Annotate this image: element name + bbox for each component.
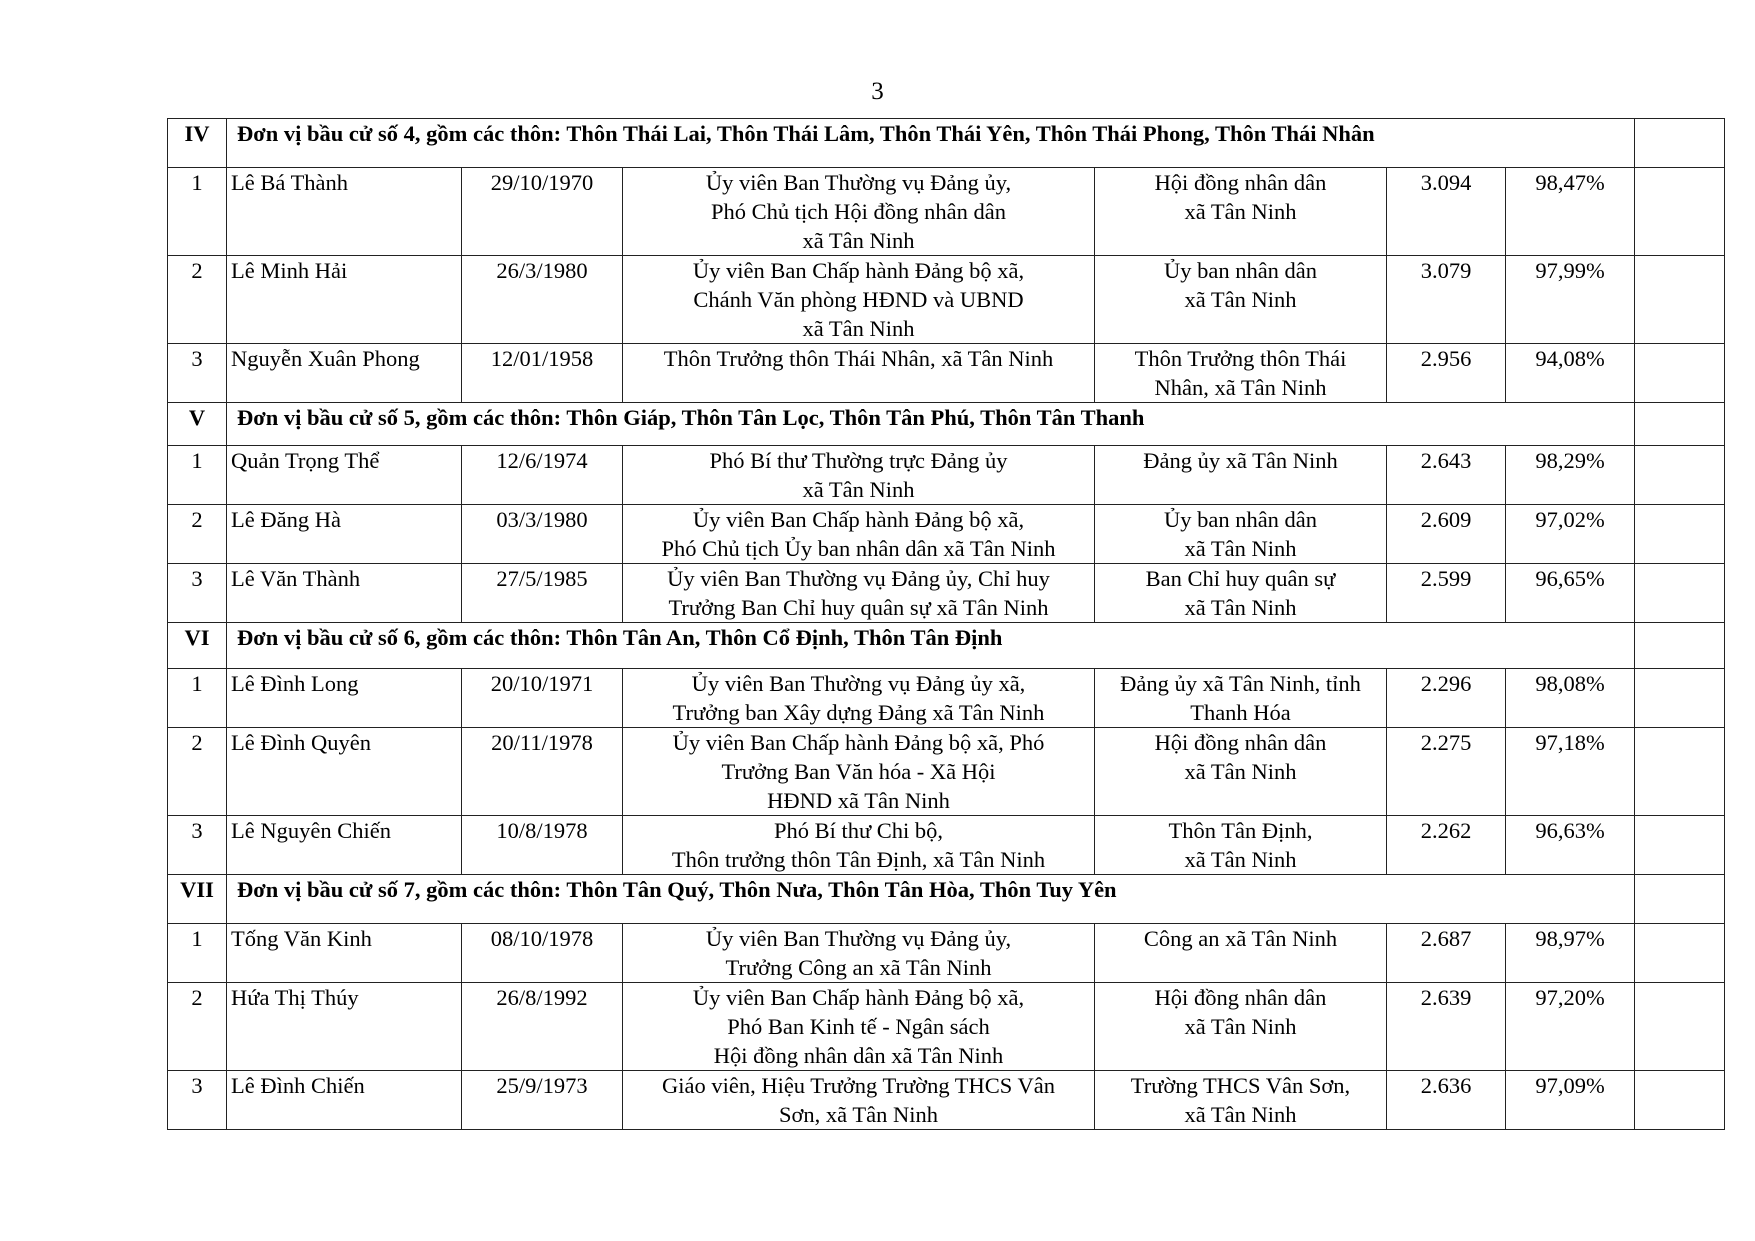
vote-percent: 96,65% [1506,564,1635,623]
position-line: Trưởng Ban Văn hóa - Xã Hội [721,759,996,784]
section-header-row [168,119,1725,168]
position-line: Thôn trưởng thôn Tân Định, xã Tân Ninh [671,847,1046,872]
section-title: Đơn vị bầu cử số 7, gồm các thôn: Thôn Tân Quý, Thôn Nưa, Thôn Tân Hòa, Thôn Tuy Yên [227,875,1635,924]
candidate-name: Lê Đình Chiến [227,1071,462,1130]
table-row [168,669,1725,728]
workplace-line: Ban Chỉ huy quân sự [1145,566,1336,591]
row-number: 3 [168,564,227,623]
candidate-name: Tống Văn Kinh [227,924,462,983]
note-cell [1635,816,1725,875]
position-line: HĐND xã Tân Ninh [767,788,950,813]
position [623,344,1095,403]
date-of-birth: 03/3/1980 [462,505,623,564]
vote-count: 2.956 [1387,344,1506,403]
workplace-line: xã Tân Ninh [1184,287,1297,312]
vote-percent: 96,63% [1506,816,1635,875]
date-of-birth: 25/9/1973 [462,1071,623,1130]
row-number: 2 [168,728,227,816]
table-row [168,256,1725,344]
position-line: Ủy viên Ban Chấp hành Đảng bộ xã, Phó [672,730,1045,755]
position [623,816,1095,875]
date-of-birth: 12/01/1958 [462,344,623,403]
note-cell [1635,669,1725,728]
note-cell [1635,119,1725,168]
workplace-line: Hội đồng nhân dân [1154,985,1327,1010]
candidate-name: Lê Đình Quyên [227,728,462,816]
workplace-line: Hội đồng nhân dân [1154,170,1327,195]
position [623,505,1095,564]
candidate-name: Lê Văn Thành [227,564,462,623]
date-of-birth: 10/8/1978 [462,816,623,875]
section-number: VI [168,623,227,669]
position-line: Hội đồng nhân dân xã Tân Ninh [713,1043,1004,1068]
workplace-line: xã Tân Ninh [1184,1102,1297,1127]
position [623,256,1095,344]
table-row [168,816,1725,875]
workplace [1095,168,1387,256]
vote-count: 2.643 [1387,446,1506,505]
position-line: Trưởng Công an xã Tân Ninh [725,955,992,980]
table-row [168,564,1725,623]
position-line: Chánh Văn phòng HĐND và UBND [693,287,1024,312]
workplace-line: xã Tân Ninh [1184,847,1297,872]
row-number: 2 [168,256,227,344]
table-row [168,168,1725,256]
row-number: 1 [168,669,227,728]
position-line: Ủy viên Ban Thường vụ Đảng ủy, [705,926,1012,951]
date-of-birth: 26/8/1992 [462,983,623,1071]
position-line: Ủy viên Ban Thường vụ Đảng ủy, Chỉ huy [667,566,1050,591]
vote-count: 3.079 [1387,256,1506,344]
note-cell [1635,505,1725,564]
table-row [168,505,1725,564]
workplace [1095,669,1387,728]
section-title: Đơn vị bầu cử số 4, gồm các thôn: Thôn Thái Lai, Thôn Thái Lâm, Thôn Thái Yên, Thôn Thái Phong, Thôn Thái Nhân [227,119,1635,168]
workplace-line: Công an xã Tân Ninh [1143,926,1338,951]
position-line: Sơn, xã Tân Ninh [779,1102,938,1127]
date-of-birth: 20/10/1971 [462,669,623,728]
vote-count: 2.609 [1387,505,1506,564]
position [623,446,1095,505]
vote-count: 2.262 [1387,816,1506,875]
workplace [1095,564,1387,623]
workplace-line: xã Tân Ninh [1184,199,1297,224]
position-line: xã Tân Ninh [802,316,915,341]
workplace-line: Hội đồng nhân dân [1154,730,1327,755]
row-number: 3 [168,344,227,403]
note-cell [1635,344,1725,403]
workplace [1095,816,1387,875]
workplace-line: Ủy ban nhân dân [1163,507,1318,532]
note-cell [1635,564,1725,623]
workplace-line: Thôn Trưởng thôn Thái [1134,346,1347,371]
position [623,728,1095,816]
workplace [1095,983,1387,1071]
row-number: 1 [168,168,227,256]
workplace-line: xã Tân Ninh [1184,536,1297,561]
vote-count: 2.599 [1387,564,1506,623]
position-line: xã Tân Ninh [802,477,915,502]
vote-count: 2.275 [1387,728,1506,816]
vote-percent: 98,29% [1506,446,1635,505]
position [623,669,1095,728]
workplace-line: Trường THCS Vân Sơn, [1130,1073,1351,1098]
vote-percent: 98,47% [1506,168,1635,256]
table-row [168,1071,1725,1130]
candidate-name: Nguyễn Xuân Phong [227,344,462,403]
date-of-birth: 08/10/1978 [462,924,623,983]
note-cell [1635,875,1725,924]
position-line: Trưởng Ban Chỉ huy quân sự xã Tân Ninh [668,595,1049,620]
workplace [1095,728,1387,816]
candidate-name: Lê Đình Long [227,669,462,728]
vote-count: 2.636 [1387,1071,1506,1130]
note-cell [1635,256,1725,344]
workplace [1095,1071,1387,1130]
table-row [168,983,1725,1071]
section-number: VII [168,875,227,924]
position [623,168,1095,256]
vote-percent: 97,20% [1506,983,1635,1071]
position [623,983,1095,1071]
vote-percent: 97,99% [1506,256,1635,344]
table-body [168,119,1725,1130]
note-cell [1635,983,1725,1071]
position [623,1071,1095,1130]
candidate-name: Quản Trọng Thể [227,446,462,505]
workplace-line: xã Tân Ninh [1184,759,1297,784]
position [623,564,1095,623]
position-line: Phó Bí thư Chi bộ, [773,818,944,843]
workplace-line: Đảng ủy xã Tân Ninh [1143,448,1338,473]
section-number: V [168,403,227,446]
date-of-birth: 20/11/1978 [462,728,623,816]
section-header-row [168,875,1725,924]
row-number: 2 [168,983,227,1071]
workplace [1095,446,1387,505]
table-row [168,924,1725,983]
vote-percent: 97,02% [1506,505,1635,564]
row-number: 1 [168,446,227,505]
workplace-line: Thôn Tân Định, [1168,818,1313,843]
workplace-line: Nhân, xã Tân Ninh [1154,375,1327,400]
workplace-line: Ủy ban nhân dân [1163,258,1318,283]
section-title: Đơn vị bầu cử số 6, gồm các thôn: Thôn Tân An, Thôn Cổ Định, Thôn Tân Định [227,623,1635,669]
vote-count: 2.687 [1387,924,1506,983]
position-line: Ủy viên Ban Thường vụ Đảng ủy, [705,170,1012,195]
position-line: Phó Bí thư Thường trực Đảng ủy [709,448,1008,473]
vote-count: 2.639 [1387,983,1506,1071]
candidate-name: Hứa Thị Thúy [227,983,462,1071]
note-cell [1635,168,1725,256]
position-line: Phó Ban Kinh tế - Ngân sách [727,1014,990,1039]
note-cell [1635,446,1725,505]
candidate-name: Lê Bá Thành [227,168,462,256]
section-header-row [168,623,1725,669]
row-number: 2 [168,505,227,564]
workplace-line: xã Tân Ninh [1184,595,1297,620]
vote-percent: 97,18% [1506,728,1635,816]
date-of-birth: 26/3/1980 [462,256,623,344]
section-title: Đơn vị bầu cử số 5, gồm các thôn: Thôn Giáp, Thôn Tân Lọc, Thôn Tân Phú, Thôn Tân Thanh [227,403,1635,446]
candidate-name: Lê Nguyên Chiến [227,816,462,875]
position [623,924,1095,983]
position-line: Phó Chủ tịch Ủy ban nhân dân xã Tân Ninh [661,536,1056,561]
vote-percent: 94,08% [1506,344,1635,403]
position-line: Ủy viên Ban Thường vụ Đảng ủy xã, [691,671,1026,696]
workplace [1095,924,1387,983]
position-line: Ủy viên Ban Chấp hành Đảng bộ xã, [692,507,1025,532]
vote-count: 2.296 [1387,669,1506,728]
row-number: 3 [168,816,227,875]
date-of-birth: 27/5/1985 [462,564,623,623]
note-cell [1635,924,1725,983]
vote-percent: 98,97% [1506,924,1635,983]
candidate-name: Lê Đăng Hà [227,505,462,564]
note-cell [1635,403,1725,446]
election-results-table [167,118,1725,1130]
date-of-birth: 29/10/1970 [462,168,623,256]
workplace [1095,256,1387,344]
note-cell [1635,623,1725,669]
workplace [1095,505,1387,564]
workplace-line: xã Tân Ninh [1184,1014,1297,1039]
note-cell [1635,728,1725,816]
vote-percent: 97,09% [1506,1071,1635,1130]
position-line: Thôn Trưởng thôn Thái Nhân, xã Tân Ninh [663,346,1054,371]
vote-percent: 98,08% [1506,669,1635,728]
workplace-line: Đảng ủy xã Tân Ninh, tỉnh [1120,671,1361,696]
section-number: IV [168,119,227,168]
workplace [1095,344,1387,403]
table-row [168,344,1725,403]
workplace-line: Thanh Hóa [1190,700,1291,725]
position-line: xã Tân Ninh [802,228,915,253]
table-row [168,728,1725,816]
position-line: Phó Chủ tịch Hội đồng nhân dân [711,199,1006,224]
page-number: 3 [871,78,884,105]
row-number: 3 [168,1071,227,1130]
note-cell [1635,1071,1725,1130]
date-of-birth: 12/6/1974 [462,446,623,505]
candidate-name: Lê Minh Hải [227,256,462,344]
position-line: Giáo viên, Hiệu Trưởng Trường THCS Vân [661,1073,1056,1098]
position-line: Ủy viên Ban Chấp hành Đảng bộ xã, [692,985,1025,1010]
table-row [168,446,1725,505]
position-line: Ủy viên Ban Chấp hành Đảng bộ xã, [692,258,1025,283]
position-line: Trưởng ban Xây dựng Đảng xã Tân Ninh [672,700,1045,725]
section-header-row [168,403,1725,446]
vote-count: 3.094 [1387,168,1506,256]
row-number: 1 [168,924,227,983]
